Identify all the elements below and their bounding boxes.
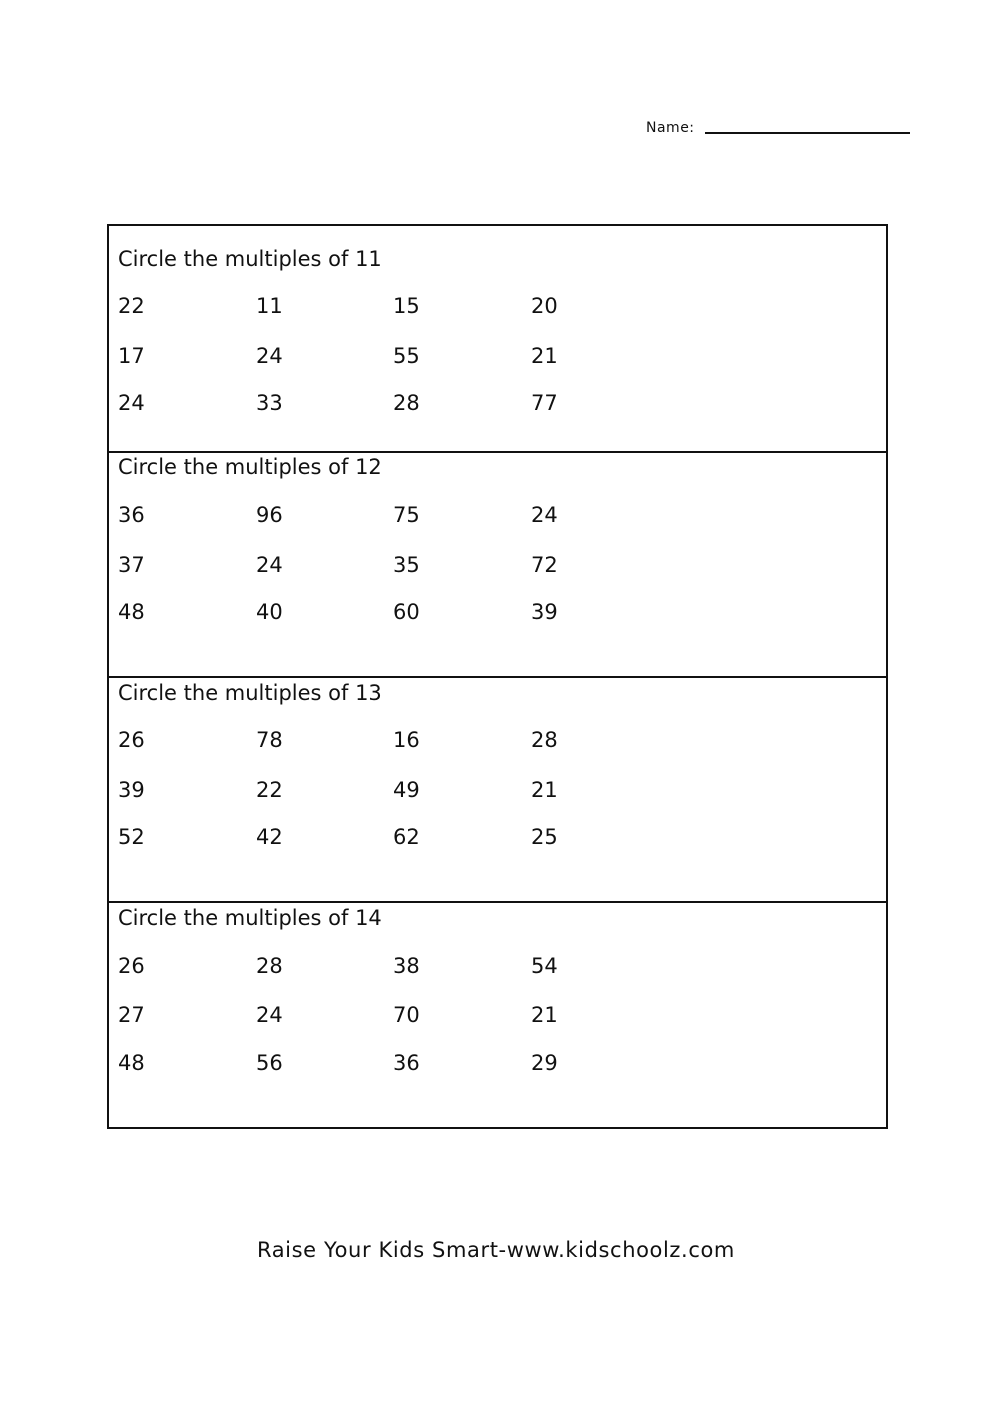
number-item[interactable]: 62 [393,825,420,849]
number-item[interactable]: 55 [393,344,420,368]
number-item[interactable]: 96 [256,503,283,527]
number-item[interactable]: 21 [531,344,558,368]
number-item[interactable]: 52 [118,825,145,849]
worksheet-box [107,224,888,1129]
number-item[interactable]: 77 [531,391,558,415]
section-title: Circle the multiples of 14 [118,906,382,930]
number-item[interactable]: 28 [256,954,283,978]
number-item[interactable]: 29 [531,1051,558,1075]
number-item[interactable]: 42 [256,825,283,849]
number-item[interactable]: 39 [118,778,145,802]
footer-credit: Raise Your Kids Smart-www.kidschoolz.com [256,1238,735,1262]
number-item[interactable]: 24 [256,344,283,368]
number-item[interactable]: 37 [118,553,145,577]
number-item[interactable]: 28 [393,391,420,415]
section-multiples-14 [109,901,886,1128]
section-multiples-12 [109,451,886,678]
number-item[interactable]: 24 [256,553,283,577]
number-item[interactable]: 33 [256,391,283,415]
number-item[interactable]: 60 [393,600,420,624]
number-item[interactable]: 24 [118,391,145,415]
number-item[interactable]: 21 [531,778,558,802]
number-item[interactable]: 24 [531,503,558,527]
number-item[interactable]: 17 [118,344,145,368]
number-item[interactable]: 35 [393,553,420,577]
number-item[interactable]: 15 [393,294,420,318]
section-multiples-13 [109,676,886,903]
section-title: Circle the multiples of 11 [118,247,382,271]
number-item[interactable]: 56 [256,1051,283,1075]
section-multiples-11 [109,226,886,451]
number-item[interactable]: 26 [118,954,145,978]
number-item[interactable]: 48 [118,1051,145,1075]
number-item[interactable]: 25 [531,825,558,849]
number-item[interactable]: 48 [118,600,145,624]
number-item[interactable]: 26 [118,728,145,752]
number-item[interactable]: 39 [531,600,558,624]
number-item[interactable]: 78 [256,728,283,752]
number-item[interactable]: 24 [256,1003,283,1027]
section-title: Circle the multiples of 13 [118,681,382,705]
number-item[interactable]: 22 [118,294,145,318]
number-item[interactable]: 54 [531,954,558,978]
number-item[interactable]: 16 [393,728,420,752]
number-item[interactable]: 20 [531,294,558,318]
number-item[interactable]: 28 [531,728,558,752]
number-item[interactable]: 40 [256,600,283,624]
number-item[interactable]: 72 [531,553,558,577]
number-item[interactable]: 36 [118,503,145,527]
number-item[interactable]: 38 [393,954,420,978]
name-field-area [646,118,912,138]
number-item[interactable]: 11 [256,294,283,318]
number-item[interactable]: 70 [393,1003,420,1027]
name-write-line[interactable] [705,132,910,134]
number-item[interactable]: 36 [393,1051,420,1075]
number-item[interactable]: 75 [393,503,420,527]
number-item[interactable]: 22 [256,778,283,802]
number-item[interactable]: 49 [393,778,420,802]
name-label: Name: [646,120,695,136]
section-title: Circle the multiples of 12 [118,455,382,479]
number-item[interactable]: 27 [118,1003,145,1027]
number-item[interactable]: 21 [531,1003,558,1027]
